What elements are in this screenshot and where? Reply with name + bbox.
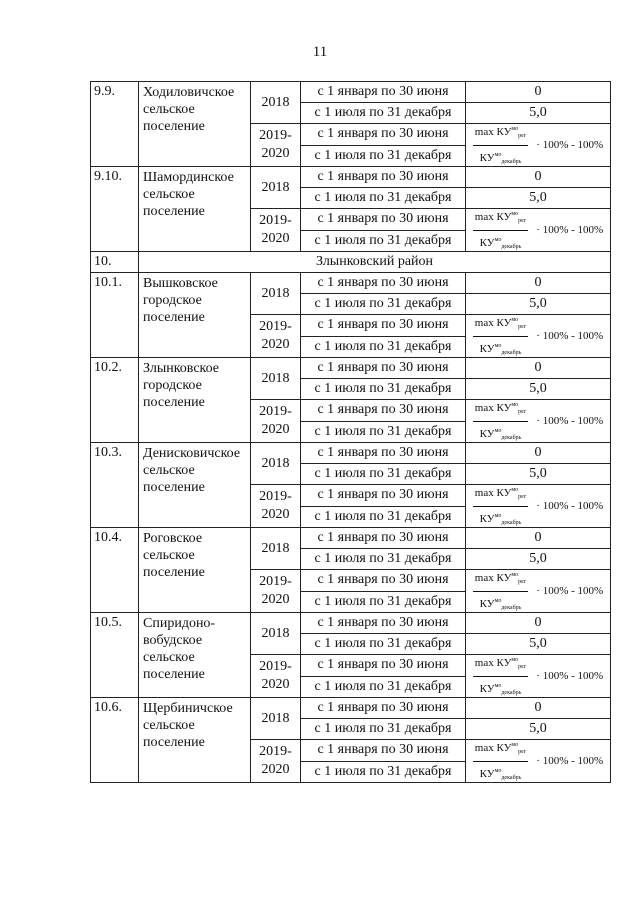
formula-denominator [480, 337, 522, 361]
formula-sup: мо [511, 316, 519, 323]
year-2018: 2018 [251, 358, 301, 400]
year-range [251, 124, 301, 167]
value-second-half: 5,0 [466, 188, 611, 209]
value-first-half: 0 [466, 443, 611, 464]
formula-tail [536, 222, 603, 238]
formula-multiply: · [536, 755, 540, 767]
formula-fraction [473, 482, 529, 531]
formula-sub-reg: рег [518, 132, 527, 139]
year-range-start: 2019- [259, 744, 292, 759]
formula-fraction [473, 567, 529, 616]
formula-percent: 100% - 100% [542, 670, 604, 682]
formula-percent: 100% - 100% [542, 139, 604, 151]
year-range [251, 740, 301, 783]
formula-fraction [473, 737, 529, 786]
formula-denominator [480, 422, 522, 446]
growth-formula [466, 400, 610, 442]
year-range-end: 2020 [261, 146, 290, 161]
formula-multiply: · [536, 670, 540, 682]
formula-sub-reg: рег [518, 493, 527, 500]
value-second-half: 5,0 [466, 103, 611, 124]
row-number: 10.5. [91, 613, 139, 698]
formula-max: max [474, 741, 494, 754]
value-first-half: 0 [466, 273, 611, 294]
formula-max: max [474, 486, 494, 499]
formula-tail [536, 137, 603, 153]
period-first-half: с 1 января по 30 июня [301, 740, 466, 762]
formula-cell [466, 124, 611, 167]
period-first-half: с 1 января по 30 июня [301, 443, 466, 464]
year-2018: 2018 [251, 698, 301, 740]
formula-tail [536, 583, 603, 599]
year-range-start: 2019- [259, 574, 292, 589]
settlement-name: Роговское сельское поселение [139, 528, 251, 613]
value-second-half: 5,0 [466, 379, 611, 400]
formula-sub-dec: декабрь [501, 774, 522, 781]
formula-denominator [480, 146, 522, 170]
period-second-half: с 1 июля по 31 декабря [301, 719, 466, 740]
value-second-half: 5,0 [466, 294, 611, 315]
settlement-name: Злынковское городское поселение [139, 358, 251, 443]
row-number: 10.4. [91, 528, 139, 613]
formula-numerator [473, 482, 529, 507]
formula-ku: КУ [479, 597, 495, 610]
period-first-half: с 1 января по 30 июня [301, 485, 466, 507]
period-second-half: с 1 июля по 31 декабря [301, 591, 466, 613]
formula-denominator [480, 677, 522, 701]
table-row [91, 358, 611, 379]
value-first-half: 0 [466, 82, 611, 103]
formula-sub-dec: декабрь [501, 689, 522, 696]
period-first-half: с 1 января по 30 июня [301, 273, 466, 294]
year-range-start: 2019- [259, 659, 292, 674]
year-range-end: 2020 [261, 337, 290, 352]
formula-numerator [473, 312, 529, 337]
period-second-half: с 1 июля по 31 декабря [301, 676, 466, 698]
year-range-end: 2020 [261, 677, 290, 692]
year-range-end: 2020 [261, 592, 290, 607]
year-2018: 2018 [251, 273, 301, 315]
formula-sup: мо [511, 210, 519, 217]
growth-formula [466, 209, 610, 251]
formula-max: max [474, 656, 494, 669]
year-range [251, 400, 301, 443]
value-second-half: 5,0 [466, 634, 611, 655]
row-number: 10.2. [91, 358, 139, 443]
settlement-name: Ходиловичское сельское поселение [139, 82, 251, 167]
formula-numerator [473, 121, 529, 146]
table-row [91, 613, 611, 634]
year-range-end: 2020 [261, 231, 290, 246]
formula-denominator [480, 231, 522, 255]
formula-multiply: · [536, 415, 540, 427]
period-second-half: с 1 июля по 31 декабря [301, 188, 466, 209]
period-first-half: с 1 января по 30 июня [301, 315, 466, 337]
value-first-half: 0 [466, 698, 611, 719]
formula-percent: 100% - 100% [542, 330, 604, 342]
period-first-half: с 1 января по 30 июня [301, 358, 466, 379]
formula-numerator [473, 567, 529, 592]
formula-ku: КУ [496, 486, 512, 499]
formula-fraction [473, 652, 529, 701]
table-body-part2 [91, 273, 611, 783]
formula-percent: 100% - 100% [542, 585, 604, 597]
formula-sub-dec: декабрь [501, 158, 522, 165]
growth-formula [466, 124, 610, 166]
formula-cell [466, 740, 611, 783]
formula-max: max [474, 401, 494, 414]
formula-tail [536, 498, 603, 514]
value-first-half: 0 [466, 528, 611, 549]
year-range [251, 655, 301, 698]
formula-sup: мо [511, 741, 519, 748]
formula-ku: КУ [479, 342, 495, 355]
formula-cell [466, 315, 611, 358]
formula-cell [466, 400, 611, 443]
formula-sub-dec: декабрь [501, 604, 522, 611]
formula-ku: КУ [479, 512, 495, 525]
growth-formula [466, 740, 610, 782]
period-first-half: с 1 января по 30 июня [301, 124, 466, 146]
formula-sup: мо [494, 597, 502, 604]
formula-tail [536, 328, 603, 344]
tariff-table [90, 81, 611, 783]
period-second-half: с 1 июля по 31 декабря [301, 421, 466, 443]
period-first-half: с 1 января по 30 июня [301, 167, 466, 188]
settlement-name: Шамординское сельское поселение [139, 167, 251, 252]
formula-sub-reg: рег [518, 217, 527, 224]
formula-sub-dec: декабрь [501, 434, 522, 441]
formula-sup: мо [511, 401, 519, 408]
table-body-part1 [91, 82, 611, 252]
formula-tail [536, 753, 603, 769]
page-number: 11 [312, 44, 328, 60]
year-range [251, 315, 301, 358]
value-second-half: 5,0 [466, 719, 611, 740]
period-second-half: с 1 июля по 31 декабря [301, 145, 466, 167]
period-second-half: с 1 июля по 31 декабря [301, 103, 466, 124]
period-first-half: с 1 января по 30 июня [301, 698, 466, 719]
formula-ku: КУ [496, 401, 512, 414]
year-range-start: 2019- [259, 213, 292, 228]
formula-numerator [473, 737, 529, 762]
value-first-half: 0 [466, 613, 611, 634]
year-range-end: 2020 [261, 507, 290, 522]
formula-percent: 100% - 100% [542, 224, 604, 236]
formula-tail [536, 668, 603, 684]
formula-ku: КУ [479, 427, 495, 440]
value-second-half: 5,0 [466, 549, 611, 570]
formula-ku: КУ [479, 682, 495, 695]
formula-sup: мо [494, 427, 502, 434]
formula-max: max [474, 316, 494, 329]
table-row [91, 82, 611, 103]
formula-sup: мо [511, 571, 519, 578]
period-first-half: с 1 января по 30 июня [301, 613, 466, 634]
formula-fraction [473, 397, 529, 446]
table-row [91, 167, 611, 188]
district-number: 10. [91, 252, 139, 273]
formula-fraction [473, 121, 529, 170]
formula-sub-dec: декабрь [501, 349, 522, 356]
period-second-half: с 1 июля по 31 декабря [301, 761, 466, 783]
year-2018: 2018 [251, 613, 301, 655]
value-first-half: 0 [466, 358, 611, 379]
formula-sub-reg: рег [518, 663, 527, 670]
growth-formula [466, 655, 610, 697]
formula-sub-reg: рег [518, 578, 527, 585]
formula-max: max [474, 210, 494, 223]
formula-sup: мо [494, 236, 502, 243]
formula-fraction [473, 312, 529, 361]
formula-sub-dec: декабрь [501, 519, 522, 526]
formula-percent: 100% - 100% [542, 755, 604, 767]
formula-ku: КУ [496, 571, 512, 584]
settlement-name: Щербиничское сельское поселение [139, 698, 251, 783]
formula-ku: КУ [496, 125, 512, 138]
formula-sup: мо [494, 151, 502, 158]
formula-multiply: · [536, 500, 540, 512]
settlement-name: Денисковичское сельское поселение [139, 443, 251, 528]
formula-denominator [480, 762, 522, 786]
formula-sup: мо [494, 767, 502, 774]
formula-sub-reg: рег [518, 748, 527, 755]
value-second-half: 5,0 [466, 464, 611, 485]
table-row [91, 443, 611, 464]
period-first-half: с 1 января по 30 июня [301, 655, 466, 677]
formula-cell [466, 655, 611, 698]
formula-multiply: · [536, 224, 540, 236]
value-first-half: 0 [466, 167, 611, 188]
period-second-half: с 1 июля по 31 декабря [301, 336, 466, 358]
settlement-name: Спиридоно-вобудское сельское поселение [139, 613, 251, 698]
period-first-half: с 1 января по 30 июня [301, 209, 466, 231]
year-range [251, 485, 301, 528]
year-2018: 2018 [251, 443, 301, 485]
period-second-half: с 1 июля по 31 декабря [301, 379, 466, 400]
formula-denominator [480, 507, 522, 531]
period-second-half: с 1 июля по 31 декабря [301, 294, 466, 315]
formula-ku: КУ [496, 656, 512, 669]
formula-ku: КУ [496, 741, 512, 754]
district-row [91, 252, 611, 273]
row-number: 10.3. [91, 443, 139, 528]
period-first-half: с 1 января по 30 июня [301, 82, 466, 103]
formula-sup: мо [511, 125, 519, 132]
formula-ku: КУ [479, 236, 495, 249]
formula-sup: мо [511, 656, 519, 663]
period-second-half: с 1 июля по 31 декабря [301, 464, 466, 485]
formula-cell [466, 485, 611, 528]
formula-ku: КУ [479, 151, 495, 164]
growth-formula [466, 485, 610, 527]
formula-numerator [473, 397, 529, 422]
year-range [251, 570, 301, 613]
formula-sup: мо [494, 342, 502, 349]
year-range-end: 2020 [261, 762, 290, 777]
formula-multiply: · [536, 330, 540, 342]
formula-cell [466, 209, 611, 252]
row-number: 9.9. [91, 82, 139, 167]
period-first-half: с 1 января по 30 июня [301, 528, 466, 549]
formula-sub-reg: рег [518, 408, 527, 415]
year-range-start: 2019- [259, 489, 292, 504]
formula-multiply: · [536, 139, 540, 151]
year-range-end: 2020 [261, 422, 290, 437]
growth-formula [466, 570, 610, 612]
formula-ku: КУ [496, 210, 512, 223]
district-name: Злынковский район [139, 252, 611, 273]
year-2018: 2018 [251, 82, 301, 124]
year-2018: 2018 [251, 528, 301, 570]
formula-sup: мо [511, 486, 519, 493]
formula-sup: мо [494, 682, 502, 689]
formula-tail [536, 413, 603, 429]
table-row [91, 528, 611, 549]
formula-percent: 100% - 100% [542, 500, 604, 512]
formula-cell [466, 570, 611, 613]
year-range-start: 2019- [259, 319, 292, 334]
settlement-name: Вышковское городское поселение [139, 273, 251, 358]
year-2018: 2018 [251, 167, 301, 209]
formula-sub-dec: декабрь [501, 243, 522, 250]
formula-sub-reg: рег [518, 323, 527, 330]
formula-denominator [480, 592, 522, 616]
period-first-half: с 1 января по 30 июня [301, 570, 466, 592]
period-second-half: с 1 июля по 31 декабря [301, 506, 466, 528]
formula-ku: КУ [496, 316, 512, 329]
row-number: 9.10. [91, 167, 139, 252]
period-second-half: с 1 июля по 31 декабря [301, 230, 466, 252]
period-second-half: с 1 июля по 31 декабря [301, 634, 466, 655]
period-first-half: с 1 января по 30 июня [301, 400, 466, 422]
growth-formula [466, 315, 610, 357]
formula-max: max [474, 571, 494, 584]
district-header [91, 252, 611, 273]
formula-max: max [474, 125, 494, 138]
year-range-start: 2019- [259, 128, 292, 143]
formula-numerator [473, 206, 529, 231]
formula-multiply: · [536, 585, 540, 597]
year-range [251, 209, 301, 252]
table-row [91, 698, 611, 719]
row-number: 10.6. [91, 698, 139, 783]
year-range-start: 2019- [259, 404, 292, 419]
period-second-half: с 1 июля по 31 декабря [301, 549, 466, 570]
formula-fraction [473, 206, 529, 255]
formula-percent: 100% - 100% [542, 415, 604, 427]
formula-sup: мо [494, 512, 502, 519]
formula-numerator [473, 652, 529, 677]
row-number: 10.1. [91, 273, 139, 358]
table-row [91, 273, 611, 294]
formula-ku: КУ [479, 767, 495, 780]
